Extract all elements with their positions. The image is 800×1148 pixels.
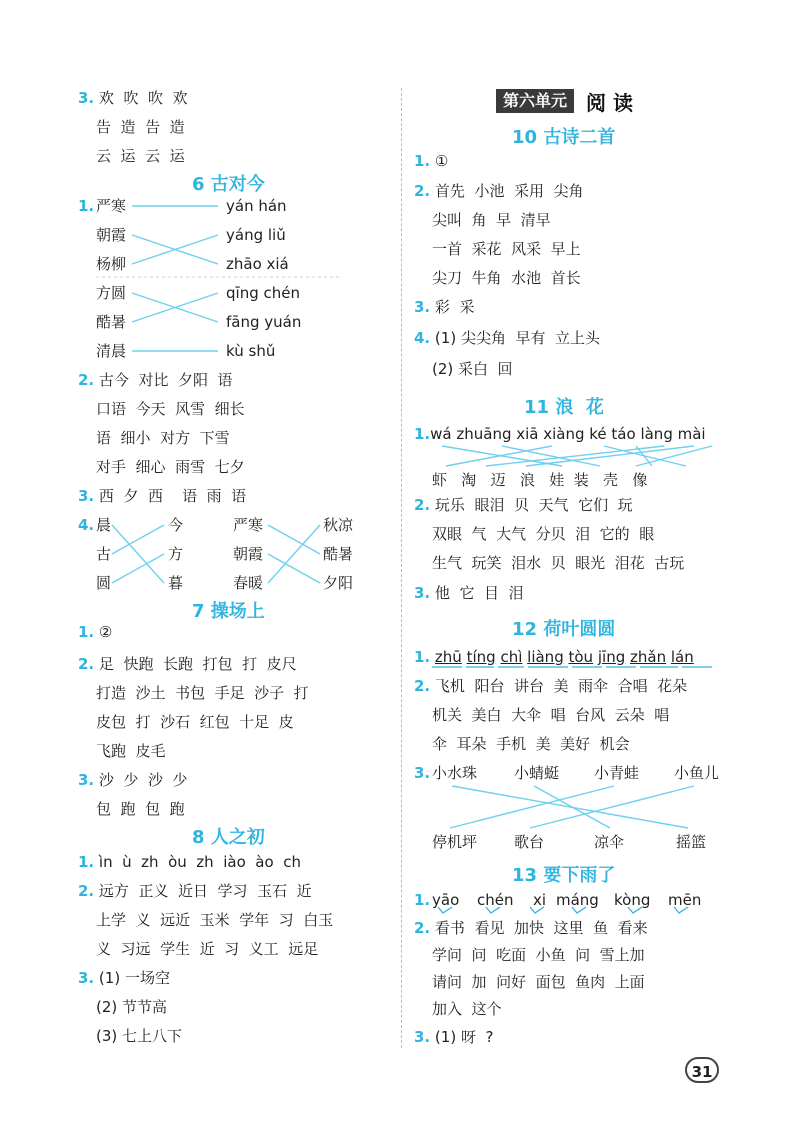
- l6-q4-c1-1: 古: [96, 545, 112, 563]
- answer-text: 首先 小池 采用 尖角: [434, 182, 584, 200]
- l12-top-2: 小青蛙: [594, 764, 640, 782]
- l6-q4-c2-0: 今: [168, 516, 184, 534]
- pinyin-item: tòu: [568, 648, 594, 666]
- match-line: [132, 293, 218, 322]
- l8-q2-row3: 义 习远 学生 近 习 义工 远足: [96, 940, 319, 958]
- l12-q2-row1: [414, 676, 687, 696]
- answer-text: 远方 正义 近日 学习 玉石 近: [98, 882, 312, 900]
- pinyin-item: liàng: [527, 648, 564, 666]
- l6-left-4: 酷暑: [96, 313, 127, 331]
- l6-right-1: yáng liǔ: [226, 226, 286, 244]
- answer-text: ìn ù zh òu zh iào ào ch: [98, 853, 301, 871]
- column-divider: [401, 88, 402, 1048]
- l6-left-1: 朝霞: [96, 226, 127, 244]
- l13-q2-row2: 学问 问 吃面 小鱼 问 雪上加: [432, 946, 645, 964]
- l13-q2-row3: 请问 加 问好 面包 鱼肉 上面: [432, 973, 645, 991]
- pinyin-item: chì: [500, 648, 523, 666]
- l8-q1: [78, 852, 301, 872]
- l6-q4-c2-1: 方: [168, 545, 184, 563]
- l11-q1-pinyin: [414, 424, 706, 444]
- lesson-6-title: 6 古对今: [192, 174, 265, 195]
- unit-label-box: 第六单元: [496, 89, 574, 113]
- l8-q2-row2: 上学 义 远近 玉米 学年 习 白玉: [96, 911, 334, 929]
- question-number: 3.: [78, 969, 95, 987]
- question-number: 3.: [414, 298, 431, 316]
- l7-q2-row4: 飞跑 皮毛: [96, 742, 166, 760]
- match-line: [132, 235, 218, 264]
- question-number: 2.: [414, 182, 431, 200]
- answer-text: (1) 一场空: [98, 969, 170, 987]
- answer-text: 沙 少 沙 少: [98, 771, 188, 789]
- l10-q4-row2: (2) 采白 回: [432, 360, 513, 378]
- question-number: 2.: [78, 882, 95, 900]
- pinyin-item: tíng: [466, 648, 496, 666]
- l6-right-5: kù shǔ: [226, 342, 276, 360]
- match-line: [486, 446, 664, 466]
- l11-q2-row2: 双眼 气 大气 分贝 泪 它的 眼: [432, 525, 655, 543]
- l7-q1: [78, 622, 112, 642]
- answer-text: (1) 尖尖角 早有 立上头: [434, 329, 601, 347]
- question-number: 3.: [78, 771, 95, 789]
- question-number: 1.: [78, 853, 95, 871]
- pinyin-item: zhǎn: [630, 648, 667, 666]
- question-number: 2.: [414, 496, 431, 514]
- match-line: [268, 554, 320, 583]
- l7-q2-row2: 打造 沙土 书包 手足 沙子 打: [96, 684, 309, 702]
- l12-bottom-2: 凉伞: [594, 833, 625, 851]
- page-number: 31: [685, 1057, 719, 1083]
- l13-py-1: chén: [477, 891, 514, 909]
- match-line: [112, 525, 164, 583]
- answer-text: 看书 看见 加快 这里 鱼 看来: [434, 919, 648, 937]
- answer-text: 足 快跑 长跑 打包 打 皮尺: [98, 655, 297, 673]
- question-number: 3.: [414, 1028, 431, 1046]
- lesson-12-title: 12 荷叶圆圆: [512, 619, 616, 640]
- match-line: [132, 293, 218, 322]
- match-line: [452, 786, 688, 828]
- l7-q2-row3: 皮包 打 沙石 红包 十足 皮: [96, 713, 294, 731]
- left-q3-row3: 云 运 云 运: [96, 147, 185, 165]
- l6-right-2: zhāo xiá: [226, 255, 289, 273]
- l12-bottom-3: 摇篮: [676, 833, 707, 851]
- answer-text: 古今 对比 夕阳 语: [98, 371, 233, 389]
- l6-q4-c4-1: 酷暑: [323, 545, 354, 563]
- l6-q4-num: [78, 515, 94, 535]
- l10-q2-row2: 尖叫 角 早 清早: [432, 211, 551, 229]
- l6-q4-c1-0: 晨: [96, 516, 112, 534]
- match-line: [526, 446, 694, 466]
- l6-left-5: 清晨: [96, 342, 127, 360]
- l13-q2-row1: [414, 918, 648, 938]
- l12-q1: [414, 647, 694, 667]
- answer-text: 他 它 目 泪: [434, 584, 524, 602]
- l12-q3-num: [414, 763, 430, 783]
- question-number: 1.: [414, 891, 431, 909]
- match-line: [450, 786, 614, 828]
- question-number: 2.: [414, 677, 431, 695]
- l13-py-5: mēn: [668, 891, 702, 909]
- l10-q3: [414, 297, 474, 317]
- l12-bottom-0: 停机坪: [432, 833, 478, 851]
- answer-text: 西 夕 西 语 雨 语: [98, 487, 247, 505]
- l8-q3-row3: (3) 七上八下: [96, 1027, 183, 1045]
- match-line: [534, 786, 610, 828]
- l6-q4-c1-2: 圆: [96, 574, 112, 592]
- l6-right-0: yán hán: [226, 197, 287, 215]
- left-q3-row2: 告 造 告 造: [96, 118, 185, 136]
- l12-top-1: 小蜻蜓: [514, 764, 560, 782]
- answer-text: 欢 吹 吹 欢: [98, 89, 188, 107]
- lesson-10-title: 10 古诗二首: [512, 127, 616, 148]
- l6-q4-c3-1: 朝霞: [233, 545, 264, 563]
- l6-q4-c4-2: 夕阳: [323, 574, 354, 592]
- l12-top-3: 小鱼儿: [674, 764, 720, 782]
- l11-q2-row1: [414, 495, 633, 515]
- lesson-13-title: 13 要下雨了: [512, 865, 616, 886]
- lesson-8-title: 8 人之初: [192, 827, 265, 848]
- pinyin-item: jīng: [597, 648, 626, 666]
- pinyin-item: zhū: [434, 648, 462, 666]
- question-number: 2.: [414, 919, 431, 937]
- question-number: 3.: [414, 584, 431, 602]
- question-number: 1.: [414, 648, 431, 666]
- question-number: 1.: [414, 152, 431, 170]
- match-line: [112, 554, 164, 583]
- l6-q2-row3: 语 细小 对方 下雪: [96, 429, 230, 447]
- l13-q3: [414, 1027, 493, 1047]
- answer-text: (1) 呀 ?: [434, 1028, 494, 1046]
- l10-q2-row1: [414, 181, 584, 201]
- l10-q2-row4: 尖刀 牛角 水池 首长: [432, 269, 581, 287]
- l13-q2-row4: 加入 这个: [432, 1000, 502, 1018]
- question-number: 1.: [414, 425, 431, 443]
- l12-q2-row2: 机关 美白 大伞 唱 台风 云朵 唱: [432, 706, 670, 724]
- match-line: [604, 446, 686, 466]
- answer-text: ②: [98, 623, 113, 641]
- l7-q2-row1: [78, 654, 297, 674]
- pinyin-row: wá zhuāng xiā xiàng ké táo làng mài: [430, 425, 706, 443]
- l10-q2-row3: 一首 采花 风采 早上: [432, 240, 581, 258]
- l6-q4-c2-2: 暮: [168, 574, 184, 592]
- question-number: 4.: [78, 516, 95, 534]
- l8-q3-row2: (2) 节节高: [96, 998, 168, 1016]
- l13-py-4: kòng: [614, 891, 651, 909]
- match-line: [446, 446, 552, 466]
- question-number: 3.: [414, 764, 431, 782]
- answer-text: 玩乐 眼泪 贝 天气 它们 玩: [434, 496, 633, 514]
- match-line: [530, 786, 694, 828]
- l6-q4-c3-2: 春暖: [233, 574, 264, 592]
- l6-q4-c3-0: 严寒: [233, 516, 264, 534]
- match-line: [268, 525, 320, 583]
- l8-q3-row1: [78, 968, 170, 988]
- left-q3-row1: [78, 88, 188, 108]
- l6-q2-row2: 口语 今天 风雪 细长: [96, 400, 245, 418]
- question-number: 3.: [78, 487, 95, 505]
- l13-py-3: máng: [556, 891, 599, 909]
- question-number: 2.: [78, 655, 95, 673]
- l10-q4-row1: [414, 328, 600, 348]
- l7-q3-row2: 包 跑 包 跑: [96, 800, 185, 818]
- l6-q3: [78, 486, 246, 506]
- l11-q1-chars: 虾 淘 迈 浪 娃 装 壳 像: [432, 471, 648, 489]
- lesson-11-title: 11 浪 花: [524, 397, 604, 418]
- question-number: 4.: [414, 329, 431, 347]
- l6-left-3: 方圆: [96, 284, 127, 302]
- l12-bottom-1: 歌台: [514, 833, 545, 851]
- l12-top-0: 小水珠: [432, 764, 478, 782]
- match-line: [132, 235, 218, 264]
- l13-py-2: xi: [533, 891, 547, 909]
- question-number: 1.: [78, 623, 95, 641]
- answer-text: 飞机 阳台 讲台 美 雨伞 合唱 花朵: [434, 677, 688, 695]
- answer-text: ①: [434, 152, 449, 170]
- answer-text: 彩 采: [434, 298, 475, 316]
- l6-q2-row1: [78, 370, 233, 390]
- match-line: [636, 446, 712, 466]
- match-line: [268, 525, 320, 554]
- match-line: [442, 446, 562, 466]
- l6-right-4: fāng yuán: [226, 313, 302, 331]
- l8-q2-row1: [78, 881, 312, 901]
- l6-q1-num: [78, 196, 94, 216]
- l13-q1-num: [414, 890, 430, 910]
- pinyin-item: lán: [670, 648, 694, 666]
- l7-q3-row1: [78, 770, 188, 790]
- match-line: [502, 446, 600, 466]
- l6-q2-row4: 对手 细心 雨雪 七夕: [96, 458, 245, 476]
- l10-q1: [414, 151, 448, 171]
- question-number: 2.: [78, 371, 95, 389]
- unit-name: 阅 读: [586, 91, 633, 115]
- l12-q2-row3: 伞 耳朵 手机 美 美好 机会: [432, 735, 630, 753]
- l11-q3: [414, 583, 524, 603]
- l6-left-0: 严寒: [96, 197, 127, 215]
- l13-py-0: yāo: [432, 891, 460, 909]
- l6-right-3: qīng chén: [226, 284, 300, 302]
- question-number: 1.: [78, 197, 95, 215]
- l6-q4-c4-0: 秋凉: [323, 516, 354, 534]
- l6-left-2: 杨柳: [96, 255, 127, 273]
- match-line: [112, 525, 164, 554]
- lesson-7-title: 7 操场上: [192, 601, 265, 622]
- l11-q2-row3: 生气 玩笑 泪水 贝 眼光 泪花 古玩: [432, 554, 685, 572]
- question-number: 3.: [78, 89, 95, 107]
- match-line: [636, 446, 652, 466]
